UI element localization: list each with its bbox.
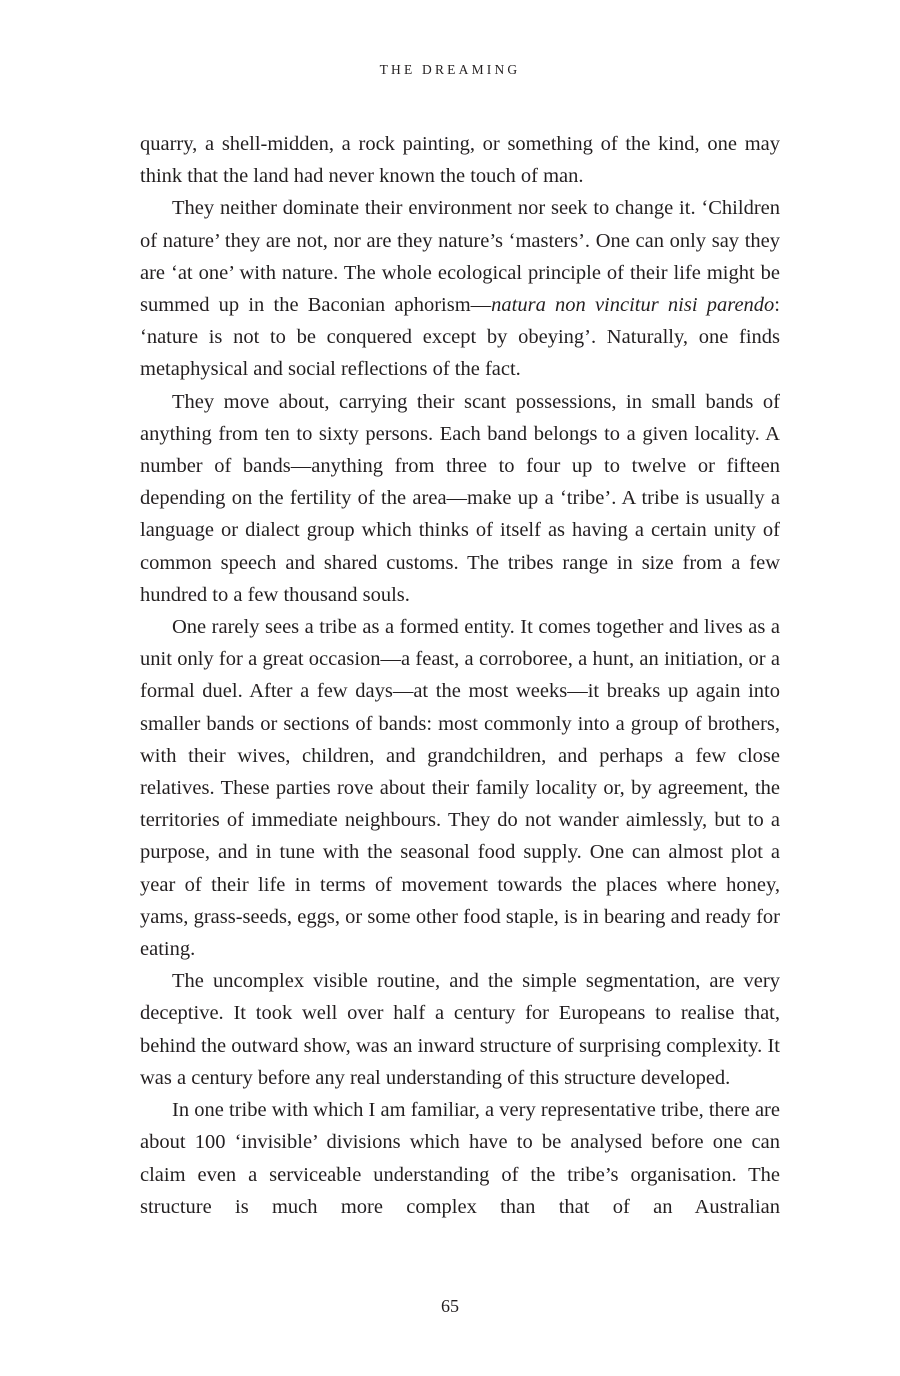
text-run: One rarely sees a tribe as a formed entity. It comes together and lives as a unit only for a great occasion—a feast, a corroboree, a hunt, an initiation, or a formal duel. After a few days—at the most weeks—it breaks up again into smaller bands or sections of bands: most commonly into a group of brothers, with their wives, children, and grandchildren, and perhaps a few close relatives. These parties rove about their family locality or, by agreement, the territories of immediate neighbours. They do not wander aimlessly, but to a purpose, and in tune with the seasonal food supply. One can almost plot a year of their life in terms of movement towards the places where honey, yams, grass-seeds, eggs, or some other food staple, is in bearing and ready for eating. bbox=[140, 616, 780, 961]
paragraph bbox=[140, 386, 780, 611]
text-run: In one tribe with which I am familiar, a very representative tribe, there are about 100 ‘invisible’ divisions which have to be analysed before one can claim even a serviceable understanding of the tribe’s organisation. The structure is much more complex than that of an Australian bbox=[140, 1099, 780, 1218]
text-run: They neither dominate their environment nor seek to change it. ‘Children of nature’ they are not, nor are they nature’s ‘masters’. One can only say they are ‘at one’ with nature. The whole ecological principle of their life might be summed up in the Baconian aphorism— bbox=[140, 197, 780, 317]
page-number: 65 bbox=[441, 1296, 459, 1316]
paragraph bbox=[140, 128, 780, 192]
paragraph bbox=[140, 965, 780, 1094]
paragraph bbox=[140, 192, 780, 385]
running-head: THE DREAMING bbox=[379, 62, 521, 77]
body-text bbox=[140, 128, 780, 1223]
text-run: The uncomplex visible routine, and the simple segmentation, are very deceptive. It took well over half a century for Europeans to realise that, behind the outward show, was an inward structure of surprising complexity. It was a century before any real understanding of this structure developed. bbox=[140, 970, 780, 1089]
paragraph bbox=[140, 1094, 780, 1223]
italic-phrase: natura non vincitur nisi parendo bbox=[491, 294, 775, 317]
text-run: quarry, a shell-midden, a rock painting, or something of the kind, one may think that the land had never known the touch of man. bbox=[140, 133, 780, 188]
paragraph bbox=[140, 611, 780, 965]
text-run: : ‘nature is not to be conquered except by obeying’. Naturally, one finds metaphysical and social reflections of the fact. bbox=[140, 294, 780, 381]
text-run: They move about, carrying their scant possessions, in small bands of anything from ten to sixty persons. Each band belongs to a given locality. A number of bands—anything from three to four up to twelve or fifteen depending on the fertility of the area—make up a ‘tribe’. A tribe is usually a language or dialect group which thinks of itself as having a certain unity of common speech and shared customs. The tribes range in size from a few hundred to a few thousand souls. bbox=[140, 390, 780, 606]
